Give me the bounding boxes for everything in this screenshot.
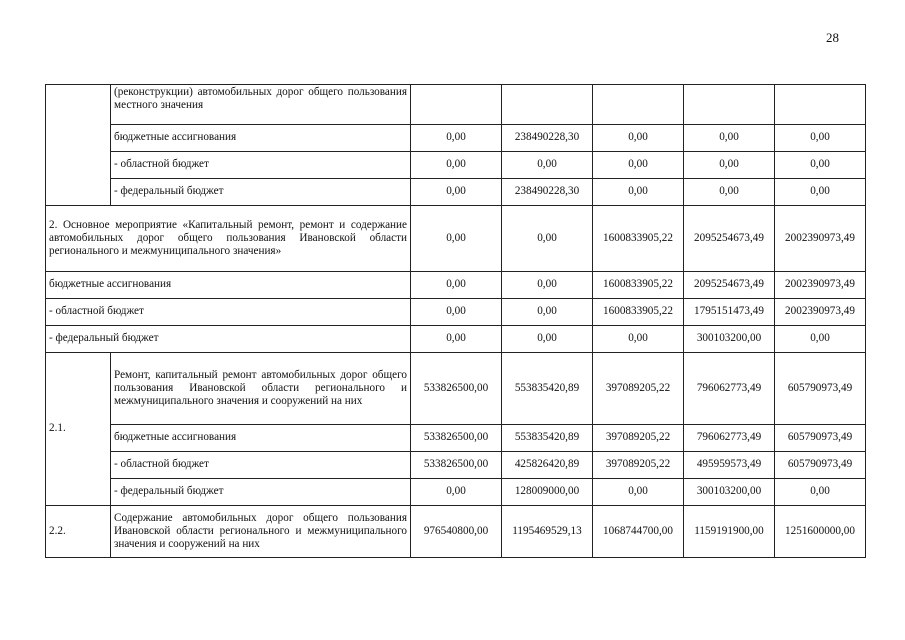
value-cell: 0,00 bbox=[593, 152, 684, 179]
value-cell: 2002390973,49 bbox=[775, 206, 866, 272]
value-cell: 553835420,89 bbox=[502, 353, 593, 425]
value-cell: 397089205,22 bbox=[593, 452, 684, 479]
value-cell: 553835420,89 bbox=[502, 425, 593, 452]
page-number: 28 bbox=[826, 30, 839, 45]
row-description: - областной бюджет bbox=[46, 299, 411, 326]
value-cell: 2095254673,49 bbox=[684, 272, 775, 299]
value-cell: 0,00 bbox=[502, 206, 593, 272]
value-cell: 0,00 bbox=[411, 299, 502, 326]
table-row bbox=[46, 479, 866, 506]
value-cell: 2002390973,49 bbox=[775, 272, 866, 299]
value-cell: 0,00 bbox=[502, 152, 593, 179]
value-cell: 0,00 bbox=[502, 299, 593, 326]
value-cell bbox=[684, 85, 775, 125]
table-row bbox=[46, 506, 866, 558]
value-cell: 0,00 bbox=[775, 179, 866, 206]
code-cell-empty bbox=[46, 85, 111, 206]
value-cell: 397089205,22 bbox=[593, 425, 684, 452]
value-cell: 0,00 bbox=[684, 179, 775, 206]
row-description: Содержание автомобильных дорог общего пользования Ивановской области регионального и межмуниципального значения и сооружений на них bbox=[111, 506, 411, 558]
value-cell: 0,00 bbox=[411, 125, 502, 152]
value-cell: 1600833905,22 bbox=[593, 206, 684, 272]
table-row bbox=[46, 326, 866, 353]
value-cell: 0,00 bbox=[684, 152, 775, 179]
row-description: - областной бюджет bbox=[111, 452, 411, 479]
value-cell: 533826500,00 bbox=[411, 425, 502, 452]
value-cell: 495959573,49 bbox=[684, 452, 775, 479]
value-cell: 0,00 bbox=[775, 479, 866, 506]
row-code: 2.2. bbox=[46, 506, 111, 558]
table-row bbox=[46, 353, 866, 425]
value-cell: 0,00 bbox=[502, 272, 593, 299]
row-code: 2.1. bbox=[46, 353, 111, 506]
row-description: - федеральный бюджет bbox=[111, 479, 411, 506]
value-cell bbox=[502, 85, 593, 125]
value-cell: 128009000,00 bbox=[502, 479, 593, 506]
value-cell: 2095254673,49 bbox=[684, 206, 775, 272]
table-row bbox=[46, 206, 866, 272]
value-cell: 0,00 bbox=[593, 479, 684, 506]
budget-table-body bbox=[46, 85, 866, 558]
table-row bbox=[46, 85, 866, 125]
value-cell: 533826500,00 bbox=[411, 353, 502, 425]
value-cell: 0,00 bbox=[684, 125, 775, 152]
value-cell: 0,00 bbox=[411, 326, 502, 353]
row-description: бюджетные ассигнования bbox=[111, 125, 411, 152]
value-cell: 976540800,00 bbox=[411, 506, 502, 558]
value-cell: 796062773,49 bbox=[684, 425, 775, 452]
row-description: бюджетные ассигнования bbox=[111, 425, 411, 452]
value-cell: 0,00 bbox=[411, 272, 502, 299]
row-description: бюджетные ассигнования bbox=[46, 272, 411, 299]
value-cell: 0,00 bbox=[593, 326, 684, 353]
value-cell: 0,00 bbox=[775, 326, 866, 353]
value-cell: 425826420,89 bbox=[502, 452, 593, 479]
table-row bbox=[46, 299, 866, 326]
value-cell: 1159191900,00 bbox=[684, 506, 775, 558]
row-description: - федеральный бюджет bbox=[46, 326, 411, 353]
table-row bbox=[46, 125, 866, 152]
value-cell: 300103200,00 bbox=[684, 326, 775, 353]
value-cell bbox=[411, 85, 502, 125]
value-cell: 0,00 bbox=[775, 125, 866, 152]
value-cell: 238490228,30 bbox=[502, 125, 593, 152]
table-row bbox=[46, 425, 866, 452]
value-cell: 0,00 bbox=[411, 479, 502, 506]
value-cell: 0,00 bbox=[411, 179, 502, 206]
value-cell bbox=[593, 85, 684, 125]
row-description: - областной бюджет bbox=[111, 152, 411, 179]
table-row bbox=[46, 272, 866, 299]
value-cell: 0,00 bbox=[411, 206, 502, 272]
table-row bbox=[46, 179, 866, 206]
value-cell: 1251600000,00 bbox=[775, 506, 866, 558]
value-cell bbox=[775, 85, 866, 125]
value-cell: 1600833905,22 bbox=[593, 299, 684, 326]
value-cell: 0,00 bbox=[593, 179, 684, 206]
value-cell: 1600833905,22 bbox=[593, 272, 684, 299]
value-cell: 533826500,00 bbox=[411, 452, 502, 479]
value-cell: 1068744700,00 bbox=[593, 506, 684, 558]
value-cell: 605790973,49 bbox=[775, 452, 866, 479]
row-description: Ремонт, капитальный ремонт автомобильных дорог общего пользования Ивановской области регионального и межмуниципального значения и сооружений на них bbox=[111, 353, 411, 425]
value-cell: 796062773,49 bbox=[684, 353, 775, 425]
value-cell: 1195469529,13 bbox=[502, 506, 593, 558]
value-cell: 0,00 bbox=[411, 152, 502, 179]
row-description: - федеральный бюджет bbox=[111, 179, 411, 206]
value-cell: 605790973,49 bbox=[775, 353, 866, 425]
value-cell: 0,00 bbox=[502, 326, 593, 353]
value-cell: 1795151473,49 bbox=[684, 299, 775, 326]
row-description: (реконструкции) автомобильных дорог общего пользования местного значения bbox=[111, 85, 411, 125]
table-row bbox=[46, 152, 866, 179]
value-cell: 2002390973,49 bbox=[775, 299, 866, 326]
value-cell: 397089205,22 bbox=[593, 353, 684, 425]
value-cell: 0,00 bbox=[593, 125, 684, 152]
budget-table bbox=[45, 84, 866, 558]
value-cell: 605790973,49 bbox=[775, 425, 866, 452]
value-cell: 238490228,30 bbox=[502, 179, 593, 206]
value-cell: 300103200,00 bbox=[684, 479, 775, 506]
value-cell: 0,00 bbox=[775, 152, 866, 179]
row-description: 2. Основное мероприятие «Капитальный ремонт, ремонт и содержание автомобильных дорог общего пользования Ивановской области регионального и межмуниципального значения» bbox=[46, 206, 411, 272]
table-row bbox=[46, 452, 866, 479]
